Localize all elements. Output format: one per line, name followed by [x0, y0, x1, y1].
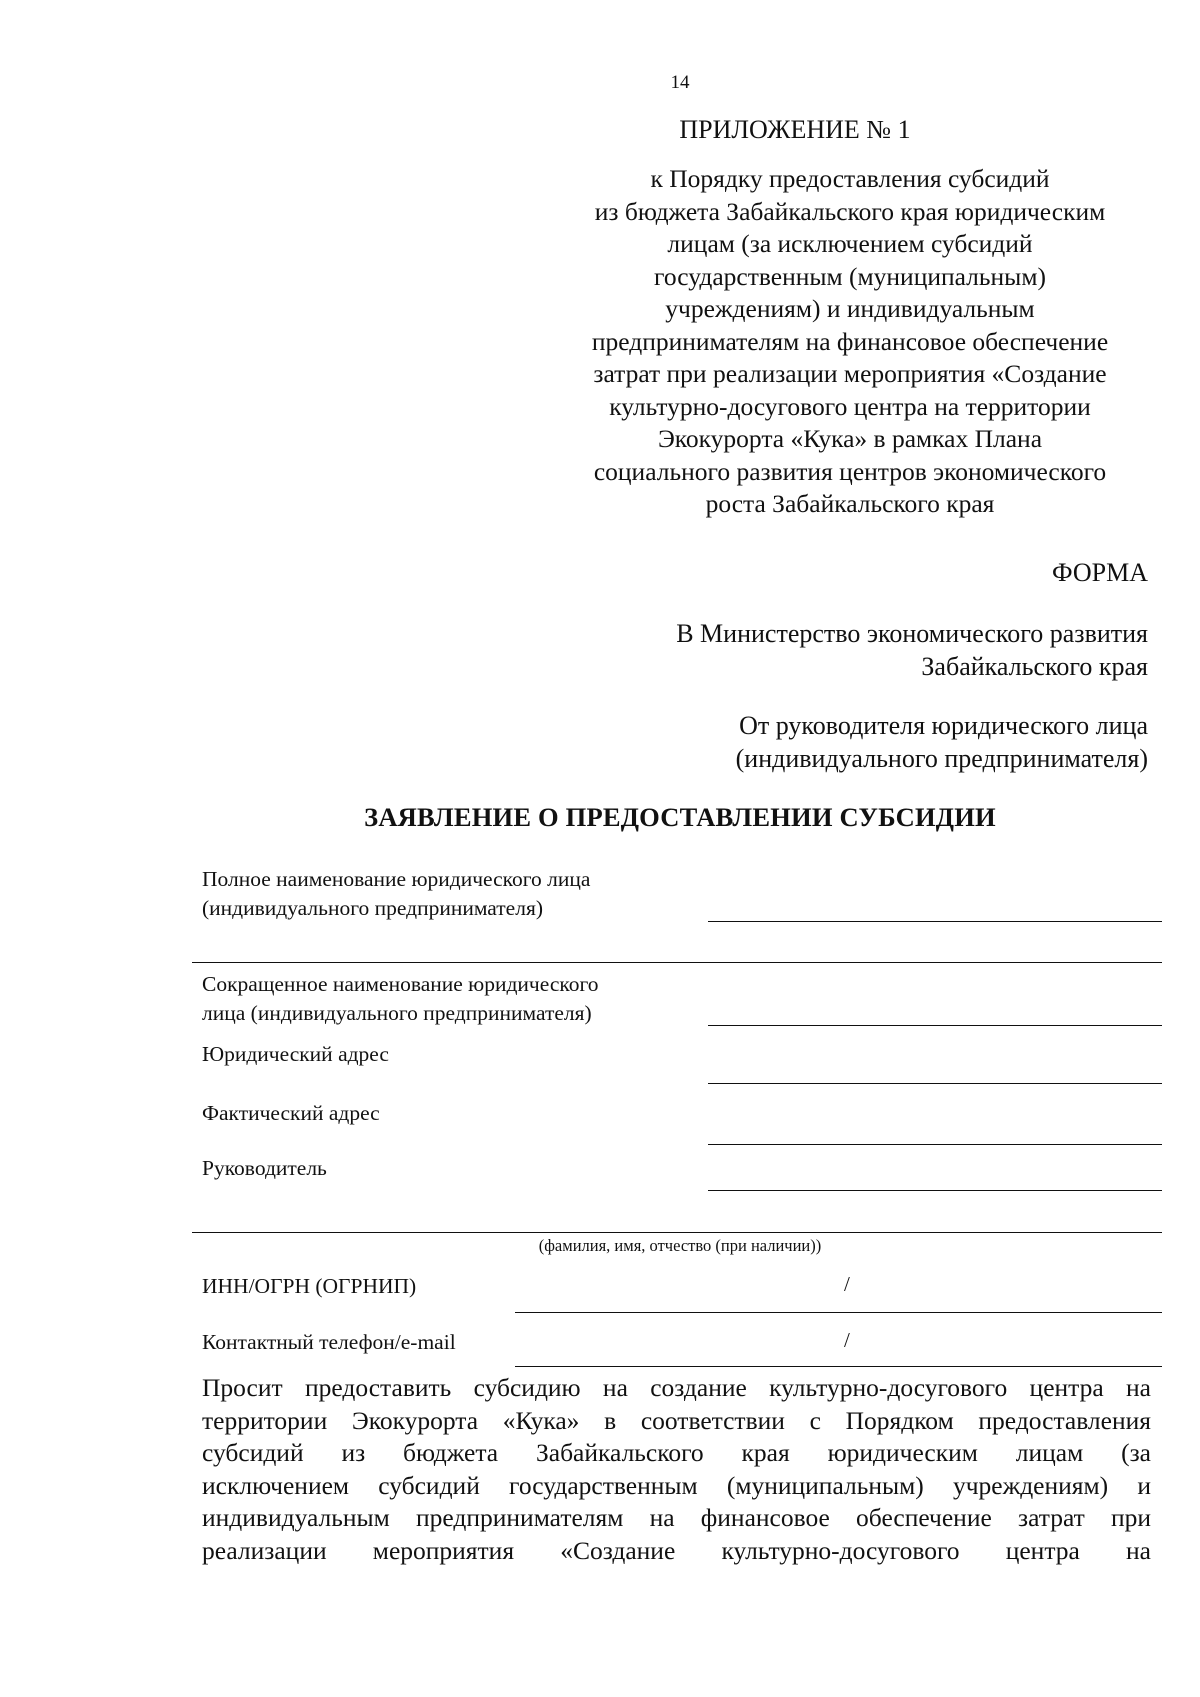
contact-label: Контактный телефон/e-mail	[202, 1330, 456, 1354]
annex-line: государственным (муниципальным)	[654, 261, 1046, 291]
paragraph-line: Просит предоставить субсидию на создание культурно-досугового центра на	[202, 1373, 1151, 1402]
annex-line: к Порядку предоставления субсидий	[650, 164, 1050, 193]
inn-ogrn-label: ИНН/ОГРН (ОГРНИП)	[202, 1274, 417, 1298]
document-title: ЗАЯВЛЕНИЕ О ПРЕДОСТАВЛЕНИИ СУБСИДИИ	[364, 802, 996, 832]
paragraph-line: субсидий из бюджета Забайкальского края юридическим лицам (за	[202, 1438, 1151, 1467]
annex-line: культурно-досугового центра на территории	[609, 391, 1091, 421]
annex-line: социального развития центров экономического	[593, 456, 1107, 486]
addressee	[676, 618, 1148, 683]
annex-line: Экокурорта «Кука» в рамках Плана	[657, 424, 1043, 453]
annex-line: учреждениям) и индивидуальным	[665, 294, 1035, 323]
contact-input-line[interactable]	[515, 1366, 1162, 1367]
full-name-input-line[interactable]	[708, 921, 1162, 922]
head-input-line[interactable]	[708, 1190, 1162, 1191]
paragraph-line: реализации мероприятия «Создание культурно-досугового центра на	[202, 1535, 1151, 1565]
paragraph-line: территории Экокурорта «Кука» в соответствии с Порядком предоставления	[202, 1405, 1151, 1435]
legal-address-label: Юридический адрес	[202, 1042, 389, 1066]
annex-body	[560, 163, 1140, 521]
full-name-label	[202, 865, 590, 923]
annex-line: лицам (за исключением субсидий	[667, 229, 1033, 258]
paragraph-line: исключением субсидий государственным (муниципальным) учреждениям) и	[202, 1470, 1151, 1500]
full-name-input-line-2[interactable]	[192, 962, 1162, 963]
actual-address-input-line[interactable]	[708, 1144, 1162, 1145]
short-name-label-line: лица (индивидуального предпринимателя)	[202, 1001, 592, 1025]
request-paragraph	[202, 1372, 1151, 1567]
inn-ogrn-separator: /	[844, 1272, 850, 1296]
sender	[736, 710, 1148, 775]
actual-address-label: Фактический адрес	[202, 1101, 380, 1125]
sender-line: От руководителя юридического лица	[739, 711, 1148, 740]
head-fullname-input-line[interactable]	[192, 1232, 1162, 1233]
full-name-label-line: Полное наименование юридического лица	[202, 867, 591, 891]
page-number: 14	[670, 72, 690, 93]
annex-line: из бюджета Забайкальского края юридическим	[594, 196, 1106, 226]
legal-address-input-line[interactable]	[708, 1083, 1162, 1084]
addressee-line: Забайкальского края	[921, 651, 1148, 681]
head-hint: (фамилия, имя, отчество (при наличии))	[538, 1236, 822, 1255]
full-name-label-line: (индивидуального предпринимателя)	[202, 896, 543, 920]
short-name-label-line: Сокращенное наименование юридического	[202, 972, 599, 996]
annex-line: роста Забайкальского края	[705, 489, 995, 518]
sender-line: (индивидуального предпринимателя)	[735, 743, 1148, 773]
annex-line: затрат при реализации мероприятия «Создание	[593, 359, 1107, 388]
addressee-line: В Министерство экономического развития	[676, 619, 1148, 648]
annex-title: ПРИЛОЖЕНИЕ № 1	[679, 115, 911, 144]
short-name-input-line[interactable]	[708, 1025, 1162, 1026]
head-label: Руководитель	[202, 1156, 327, 1180]
form-label: ФОРМА	[1052, 558, 1148, 587]
annex-line: предпринимателям на финансовое обеспечение	[591, 326, 1109, 356]
inn-ogrn-input-line[interactable]	[515, 1312, 1162, 1313]
paragraph-line: индивидуальным предпринимателям на финансовое обеспечение затрат при	[202, 1503, 1151, 1532]
contact-separator: /	[844, 1328, 850, 1352]
short-name-label	[202, 970, 599, 1028]
